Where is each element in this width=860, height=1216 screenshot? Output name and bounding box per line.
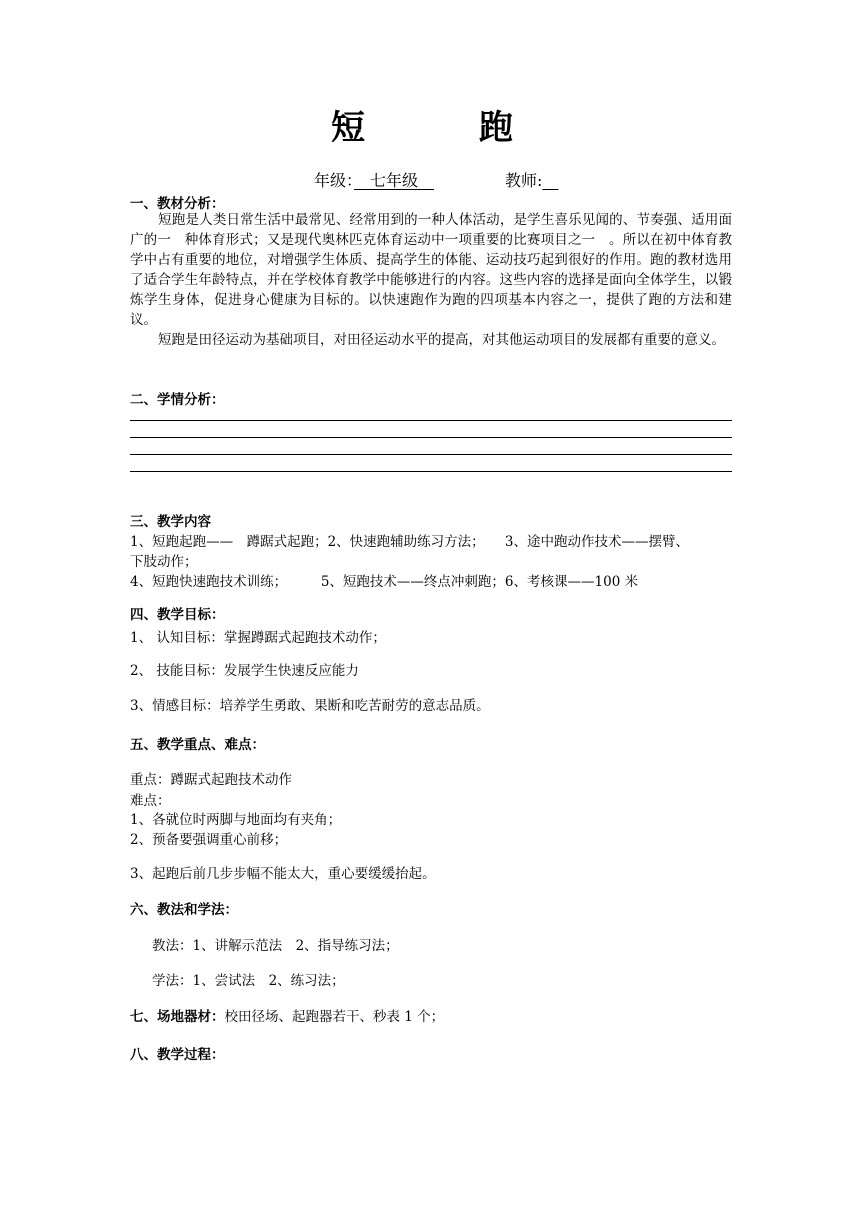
blank-line-3 <box>130 454 732 455</box>
blank-line-1 <box>130 420 732 421</box>
equipment-list: 校田径场、起跑器若干、秒表 1 个； <box>224 1009 445 1025</box>
section4-heading: 四、教学目标： <box>130 607 225 623</box>
content-line-3: 4、短跑快速跑技术训练； 5、短跑技术——终点冲刺跑；6、考核课——100 米 <box>130 574 639 590</box>
teacher-value <box>542 168 560 191</box>
teacher-label: 教师: <box>505 171 543 190</box>
section7-heading: 七、场地器材： <box>130 1009 225 1025</box>
teaching-method: 教法：1、讲解示范法 2、指导练习法； <box>152 938 399 954</box>
goal-emotion: 3、情感目标：培养学生勇敢、果断和吃苦耐劳的意志品质。 <box>130 698 490 714</box>
difficulty-3: 3、起跑后前几步步幅不能太大，重心要缓缓抬起。 <box>130 866 436 882</box>
teacher-row <box>505 168 560 191</box>
key-point: 重点：蹲踞式起跑技术动作 <box>130 772 292 788</box>
section2-heading: 二、学情分析： <box>130 392 225 408</box>
section5-heading: 五、教学重点、难点： <box>130 737 265 753</box>
blank-line-4 <box>130 471 732 472</box>
section3-heading: 三、教学内容 <box>130 514 211 530</box>
document-title: 短 跑 <box>331 108 553 148</box>
goal-skill: 2、 技能目标：发展学生快速反应能力 <box>130 663 359 679</box>
difficulty-1: 1、各就位时两脚与地面均有夹角； <box>130 812 342 828</box>
blank-line-2 <box>130 437 732 438</box>
section7-row <box>130 1005 444 1025</box>
section1-paragraph1: 短跑是人类日常生活中最常见、经常用到的一种人体活动，是学生喜乐见闻的、节奏强、适用面广的一 种体育形式；又是现代奥林匹克体育运动中一项重要的比赛项目之一 。所以在初中体育教学中占有重要的地位，对增强学生体质、提高学生的体能、运动技巧起到很好的作用。跑的教材选用了适合学生年龄特点，并在学校体育教学中能够进行的内容。这些内容的选择是面向全体学生，以锻炼学生身体，促进身心健康为目标的。以快速跑作为跑的四项基本内容之一，提供了跑的方法和建议。 <box>130 212 732 328</box>
grade-value: 七年级 <box>354 171 435 190</box>
section6-heading: 六、教法和学法： <box>130 902 238 918</box>
section1-paragraph2: 短跑是田径运动为基础项目，对田径运动水平的提高，对其他运动项目的发展都有重要的意义。 <box>158 332 725 348</box>
content-line-2: 下肢动作； <box>130 554 198 570</box>
goal-cognitive: 1、 认知目标：掌握蹲踞式起跑技术动作； <box>130 630 386 646</box>
difficulty-2: 2、预备要强调重心前移； <box>130 832 288 848</box>
difficulty-label: 难点： <box>130 793 171 809</box>
section1-heading: 一、教材分析： <box>130 196 225 212</box>
grade-label: 年级： <box>314 171 355 190</box>
section8-heading: 八、教学过程： <box>130 1047 225 1063</box>
grade-row <box>314 168 434 191</box>
content-line-1: 1、短跑起跑—— 蹲踞式起跑；2、快速跑辅助练习方法； 3、途中跑动作技术——摆臂、 <box>130 534 690 550</box>
learning-method: 学法：1、尝试法 2、练习法； <box>152 973 345 989</box>
